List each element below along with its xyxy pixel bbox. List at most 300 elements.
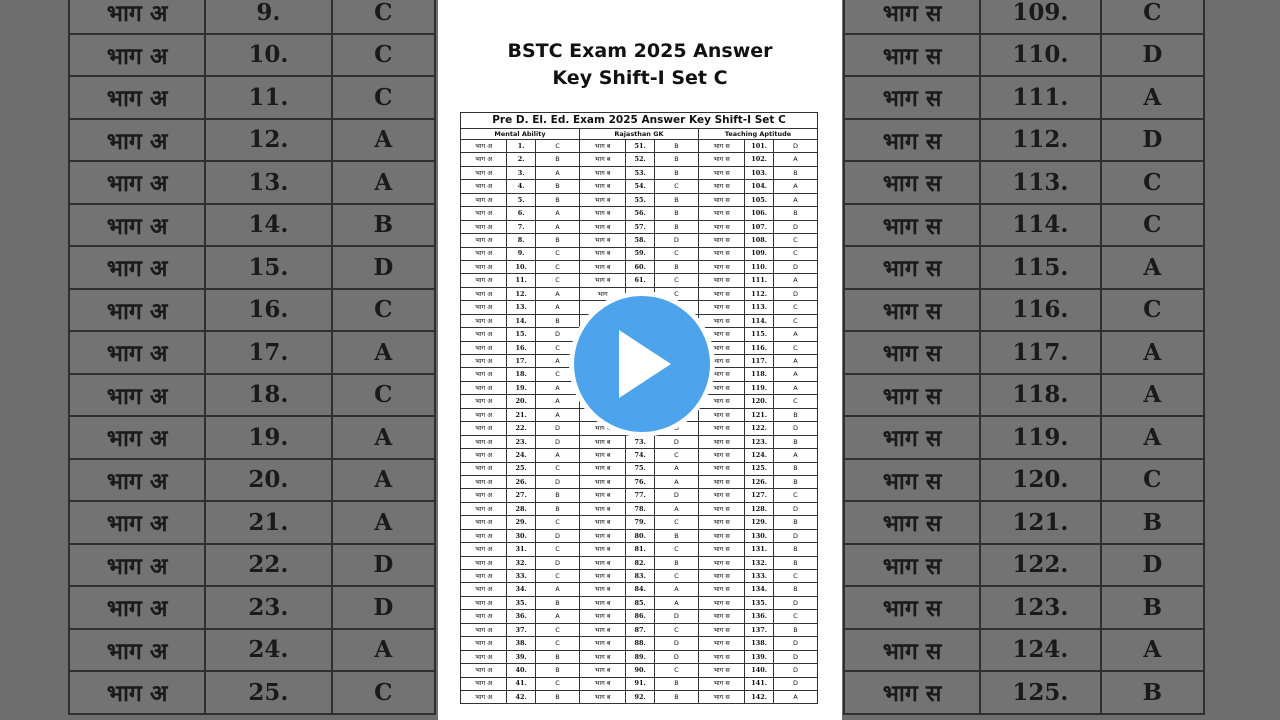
answer-option: C	[654, 247, 698, 260]
answer-option: D	[535, 529, 579, 542]
part-label: भाग अ	[461, 529, 507, 542]
part-label: भाग स	[698, 180, 744, 193]
answer-option: D	[535, 422, 579, 435]
question-number: 134.	[745, 583, 774, 596]
answer-option: D	[654, 637, 698, 650]
part-label: भाग स	[698, 516, 744, 529]
answer-option: D	[654, 489, 698, 502]
part-label: भाग अ	[461, 207, 507, 220]
question-number: 132.	[745, 556, 774, 569]
answer-option: A	[332, 161, 435, 204]
answer-option: C	[654, 664, 698, 677]
part-label: भाग ब	[579, 623, 625, 636]
part-label: भाग ब	[579, 207, 625, 220]
question-number: 113.	[980, 161, 1100, 204]
question-number: 125.	[980, 671, 1100, 714]
background-table-row	[844, 289, 1204, 332]
question-number: 14.	[507, 314, 536, 327]
background-table-row	[69, 246, 435, 289]
answer-key-row	[461, 516, 818, 529]
part-label: भाग स	[698, 341, 744, 354]
part-label: भाग स	[698, 489, 744, 502]
answer-option: D	[654, 650, 698, 663]
part-label: भाग अ	[461, 260, 507, 273]
part-label: भाग अ	[69, 119, 205, 162]
part-label: भाग स	[844, 119, 980, 162]
question-number: 17.	[507, 355, 536, 368]
part-label: भाग स	[844, 586, 980, 629]
question-number: 114.	[980, 204, 1100, 247]
part-label: भाग अ	[461, 355, 507, 368]
question-number: 10.	[507, 260, 536, 273]
question-number: 2.	[507, 153, 536, 166]
question-number: 108.	[745, 234, 774, 247]
answer-option: A	[535, 381, 579, 394]
answer-option: C	[535, 368, 579, 381]
part-label: भाग अ	[461, 449, 507, 462]
background-table-row	[844, 586, 1204, 629]
answer-option: C	[654, 543, 698, 556]
answer-option: A	[535, 207, 579, 220]
question-number: 142.	[745, 690, 774, 703]
answer-option: C	[773, 301, 817, 314]
question-number: 123.	[745, 435, 774, 448]
background-table-row	[69, 671, 435, 714]
answer-key-row	[461, 610, 818, 623]
part-label: भाग अ	[461, 274, 507, 287]
part-label: भाग स	[844, 629, 980, 672]
answer-option: D	[773, 677, 817, 690]
answer-key-row	[461, 274, 818, 287]
part-label: भाग स	[698, 462, 744, 475]
answer-key-row	[461, 220, 818, 233]
part-label: भाग स	[844, 331, 980, 374]
question-number: 3.	[507, 166, 536, 179]
part-label: भाग अ	[461, 422, 507, 435]
answer-option: A	[535, 395, 579, 408]
answer-option: A	[773, 355, 817, 368]
answer-option: D	[773, 140, 817, 153]
part-label: भाग ब	[579, 596, 625, 609]
answer-option: D	[535, 556, 579, 569]
answer-option: A	[773, 381, 817, 394]
answer-option: C	[1101, 204, 1204, 247]
question-number: 84.	[626, 583, 655, 596]
answer-option: B	[773, 166, 817, 179]
question-number: 138.	[745, 637, 774, 650]
answer-option: B	[1101, 501, 1204, 544]
question-number: 28.	[507, 502, 536, 515]
answer-option: C	[535, 247, 579, 260]
part-label: भाग ब	[579, 610, 625, 623]
part-label: भाग स	[698, 583, 744, 596]
question-number: 86.	[626, 610, 655, 623]
question-number: 92.	[626, 690, 655, 703]
part-label: भाग अ	[69, 331, 205, 374]
part-label: भाग अ	[69, 416, 205, 459]
section-teaching-aptitude: Teaching Aptitude	[698, 129, 817, 140]
part-label: भाग ब	[579, 637, 625, 650]
question-number: 101.	[745, 140, 774, 153]
part-label: भाग ब	[579, 543, 625, 556]
part-label: भाग अ	[461, 596, 507, 609]
part-label: भाग अ	[461, 140, 507, 153]
answer-key-row	[461, 502, 818, 515]
video-title	[438, 38, 842, 92]
part-label: भाग स	[698, 166, 744, 179]
answer-option: A	[654, 502, 698, 515]
part-label: भाग स	[844, 671, 980, 714]
part-label: भाग स	[698, 596, 744, 609]
question-number: 11.	[205, 76, 331, 119]
answer-option: A	[332, 416, 435, 459]
question-number: 128.	[745, 502, 774, 515]
part-label: भाग स	[698, 475, 744, 488]
background-table-row	[844, 34, 1204, 77]
part-label: भाग स	[844, 289, 980, 332]
question-number: 119.	[745, 381, 774, 394]
answer-option: B	[1101, 586, 1204, 629]
answer-key-row	[461, 435, 818, 448]
part-label: भाग ब	[579, 570, 625, 583]
answer-option: A	[1101, 331, 1204, 374]
answer-option: D	[535, 475, 579, 488]
answer-option: D	[773, 529, 817, 542]
background-table-row	[844, 246, 1204, 289]
question-number: 13.	[205, 161, 331, 204]
question-number: 111.	[745, 274, 774, 287]
background-table-row	[844, 204, 1204, 247]
part-label: भाग अ	[461, 395, 507, 408]
question-number: 36.	[507, 610, 536, 623]
answer-option: A	[773, 328, 817, 341]
part-label: भाग स	[698, 650, 744, 663]
part-label: भाग अ	[69, 501, 205, 544]
answer-key-heading-row	[461, 113, 818, 129]
answer-key-row	[461, 596, 818, 609]
question-number: 11.	[507, 274, 536, 287]
part-label: भाग ब	[579, 220, 625, 233]
answer-option: C	[1101, 459, 1204, 502]
part-label: भाग अ	[69, 629, 205, 672]
answer-key-row	[461, 664, 818, 677]
question-number: 82.	[626, 556, 655, 569]
answer-option: A	[654, 583, 698, 596]
answer-option: C	[535, 140, 579, 153]
question-number: 110.	[980, 34, 1100, 77]
answer-option: C	[332, 0, 435, 34]
answer-option: C	[1101, 161, 1204, 204]
answer-option: B	[654, 220, 698, 233]
question-number: 83.	[626, 570, 655, 583]
answer-option: A	[332, 501, 435, 544]
answer-key-row	[461, 650, 818, 663]
background-table-row	[844, 331, 1204, 374]
answer-option: C	[773, 314, 817, 327]
part-label: भाग स	[698, 140, 744, 153]
answer-option: D	[535, 328, 579, 341]
background-table-row	[844, 629, 1204, 672]
part-label: भाग स	[698, 664, 744, 677]
answer-option: C	[654, 287, 698, 300]
question-number: 37.	[507, 623, 536, 636]
background-table-row	[69, 331, 435, 374]
background-table-row	[69, 204, 435, 247]
background-table-row	[69, 161, 435, 204]
answer-option: B	[535, 234, 579, 247]
part-label: भाग अ	[461, 234, 507, 247]
question-number: 61.	[626, 274, 655, 287]
part-label: भाग स	[698, 301, 744, 314]
question-number: 20.	[205, 459, 331, 502]
answer-option: D	[773, 287, 817, 300]
question-number: 12.	[205, 119, 331, 162]
answer-option: A	[535, 166, 579, 179]
answer-option: D	[773, 596, 817, 609]
answer-key-row	[461, 690, 818, 703]
question-number: 39.	[507, 650, 536, 663]
part-label: भाग स	[844, 374, 980, 417]
part-label: भाग अ	[461, 368, 507, 381]
answer-option: A	[1101, 76, 1204, 119]
part-label: भाग अ	[461, 650, 507, 663]
answer-option: C	[654, 570, 698, 583]
answer-option: C	[332, 289, 435, 332]
question-number: 12.	[507, 287, 536, 300]
answer-option: B	[535, 314, 579, 327]
answer-option: B	[773, 516, 817, 529]
question-number: 18.	[205, 374, 331, 417]
question-number: 76.	[626, 475, 655, 488]
part-label: भाग अ	[69, 161, 205, 204]
background-table-row	[69, 119, 435, 162]
background-table-row	[844, 0, 1204, 34]
part-label: भाग ब	[579, 502, 625, 515]
answer-option: D	[773, 260, 817, 273]
answer-option: A	[332, 629, 435, 672]
question-number: 130.	[745, 529, 774, 542]
question-number: 77.	[626, 489, 655, 502]
answer-option: C	[1101, 0, 1204, 34]
answer-option: A	[654, 475, 698, 488]
answer-option: B	[773, 583, 817, 596]
part-label: भाग स	[698, 368, 744, 381]
answer-option: A	[1101, 374, 1204, 417]
question-number: 140.	[745, 664, 774, 677]
answer-option: C	[773, 341, 817, 354]
background-table-row	[844, 544, 1204, 587]
question-number: 127.	[745, 489, 774, 502]
answer-option: D	[773, 502, 817, 515]
answer-option: B	[535, 664, 579, 677]
answer-option: C	[654, 274, 698, 287]
play-button[interactable]	[574, 296, 710, 432]
question-number: 113.	[745, 301, 774, 314]
part-label: भाग अ	[461, 341, 507, 354]
question-number: 121.	[745, 408, 774, 421]
question-number: 110.	[745, 260, 774, 273]
part-label: भाग स	[844, 204, 980, 247]
answer-option: A	[535, 301, 579, 314]
answer-key-row	[461, 153, 818, 166]
part-label: भाग अ	[461, 408, 507, 421]
answer-option: B	[535, 180, 579, 193]
part-label: भाग ब	[579, 677, 625, 690]
question-number: 117.	[745, 355, 774, 368]
answer-option: D	[654, 610, 698, 623]
answer-option: C	[332, 76, 435, 119]
question-number: 107.	[745, 220, 774, 233]
answer-option: C	[535, 570, 579, 583]
answer-option: B	[535, 502, 579, 515]
part-label: भाग अ	[461, 610, 507, 623]
part-label: भाग अ	[69, 0, 205, 34]
answer-key-row	[461, 449, 818, 462]
answer-option: B	[535, 596, 579, 609]
question-number: 40.	[507, 664, 536, 677]
answer-key-row	[461, 556, 818, 569]
part-label: भाग अ	[461, 314, 507, 327]
question-number: 24.	[205, 629, 331, 672]
part-label: भाग अ	[461, 664, 507, 677]
part-label: भाग ब	[579, 489, 625, 502]
part-label: भाग स	[698, 435, 744, 448]
part-label: भाग अ	[461, 489, 507, 502]
question-number: 22.	[205, 544, 331, 587]
answer-option: B	[773, 475, 817, 488]
background-table-row	[69, 416, 435, 459]
question-number: 131.	[745, 543, 774, 556]
question-number: 104.	[745, 180, 774, 193]
part-label: भाग अ	[461, 435, 507, 448]
part-label: भाग स	[698, 395, 744, 408]
question-number: 9.	[205, 0, 331, 34]
answer-option: A	[773, 449, 817, 462]
background-table-row	[69, 501, 435, 544]
question-number: 10.	[205, 34, 331, 77]
part-label: भाग अ	[461, 328, 507, 341]
part-label: भाग ब	[579, 516, 625, 529]
video-title-line-2: Key Shift-I Set C	[552, 67, 728, 89]
question-number: 23.	[205, 586, 331, 629]
question-number: 90.	[626, 664, 655, 677]
answer-option: C	[654, 516, 698, 529]
answer-option: D	[654, 435, 698, 448]
background-table-row	[69, 289, 435, 332]
answer-option: C	[535, 462, 579, 475]
answer-option: D	[773, 422, 817, 435]
answer-option: C	[773, 234, 817, 247]
answer-option: D	[654, 422, 698, 435]
answer-option: C	[535, 260, 579, 273]
answer-option: A	[535, 408, 579, 421]
part-label: भाग स	[698, 623, 744, 636]
part-label: भाग स	[698, 422, 744, 435]
question-number: 32.	[507, 556, 536, 569]
question-number: 106.	[745, 207, 774, 220]
answer-key-row	[461, 207, 818, 220]
background-answer-table-left	[68, 0, 436, 715]
part-label: भाग अ	[461, 690, 507, 703]
question-number: 53.	[626, 166, 655, 179]
answer-option: B	[773, 543, 817, 556]
answer-key-row	[461, 583, 818, 596]
background-table-row	[69, 586, 435, 629]
answer-option: D	[1101, 34, 1204, 77]
answer-option: C	[773, 247, 817, 260]
question-number: 22.	[507, 422, 536, 435]
question-number: 136.	[745, 610, 774, 623]
question-number: 87.	[626, 623, 655, 636]
answer-option: C	[535, 677, 579, 690]
question-number: 115.	[980, 246, 1100, 289]
question-number: 55.	[626, 193, 655, 206]
answer-key-row	[461, 475, 818, 488]
question-number: 26.	[507, 475, 536, 488]
question-number: 57.	[626, 220, 655, 233]
question-number: 20.	[507, 395, 536, 408]
question-number: 137.	[745, 623, 774, 636]
part-label: भाग स	[698, 610, 744, 623]
answer-option: B	[654, 207, 698, 220]
part-label: भाग स	[698, 220, 744, 233]
question-number: 117.	[980, 331, 1100, 374]
question-number: 16.	[205, 289, 331, 332]
answer-key-row	[461, 543, 818, 556]
part-label: भाग स	[844, 501, 980, 544]
question-number: 58.	[626, 234, 655, 247]
answer-key-row	[461, 529, 818, 542]
answer-option: A	[535, 287, 579, 300]
part-label: भाग	[579, 287, 625, 300]
answer-option: C	[773, 395, 817, 408]
background-table-row	[844, 671, 1204, 714]
part-label: भाग स	[698, 287, 744, 300]
answer-option: A	[332, 331, 435, 374]
answer-option: A	[773, 180, 817, 193]
question-number: 116.	[745, 341, 774, 354]
part-label: भाग स	[698, 543, 744, 556]
answer-option: C	[773, 610, 817, 623]
part-label: भाग ब	[579, 166, 625, 179]
answer-option: B	[773, 408, 817, 421]
part-label: भाग अ	[461, 556, 507, 569]
part-label: भाग स	[698, 274, 744, 287]
answer-option: D	[1101, 119, 1204, 162]
question-number: 16.	[507, 341, 536, 354]
question-number: 109.	[745, 247, 774, 260]
answer-option: D	[773, 664, 817, 677]
answer-option: A	[1101, 629, 1204, 672]
question-number: 129.	[745, 516, 774, 529]
part-label: भाग अ	[461, 462, 507, 475]
answer-option: A	[535, 610, 579, 623]
question-number: 91.	[626, 677, 655, 690]
question-number: 23.	[507, 435, 536, 448]
answer-key-row	[461, 677, 818, 690]
question-number: 29.	[507, 516, 536, 529]
question-number: 122.	[980, 544, 1100, 587]
question-number: 120.	[745, 395, 774, 408]
part-label: भाग स	[844, 0, 980, 34]
background-table-row	[69, 76, 435, 119]
background-answer-table-right	[843, 0, 1205, 715]
part-label: भाग ब	[579, 449, 625, 462]
question-number: 79.	[626, 516, 655, 529]
part-label: भाग अ	[69, 671, 205, 714]
background-table-row	[844, 501, 1204, 544]
part-label: भाग अ	[461, 381, 507, 394]
